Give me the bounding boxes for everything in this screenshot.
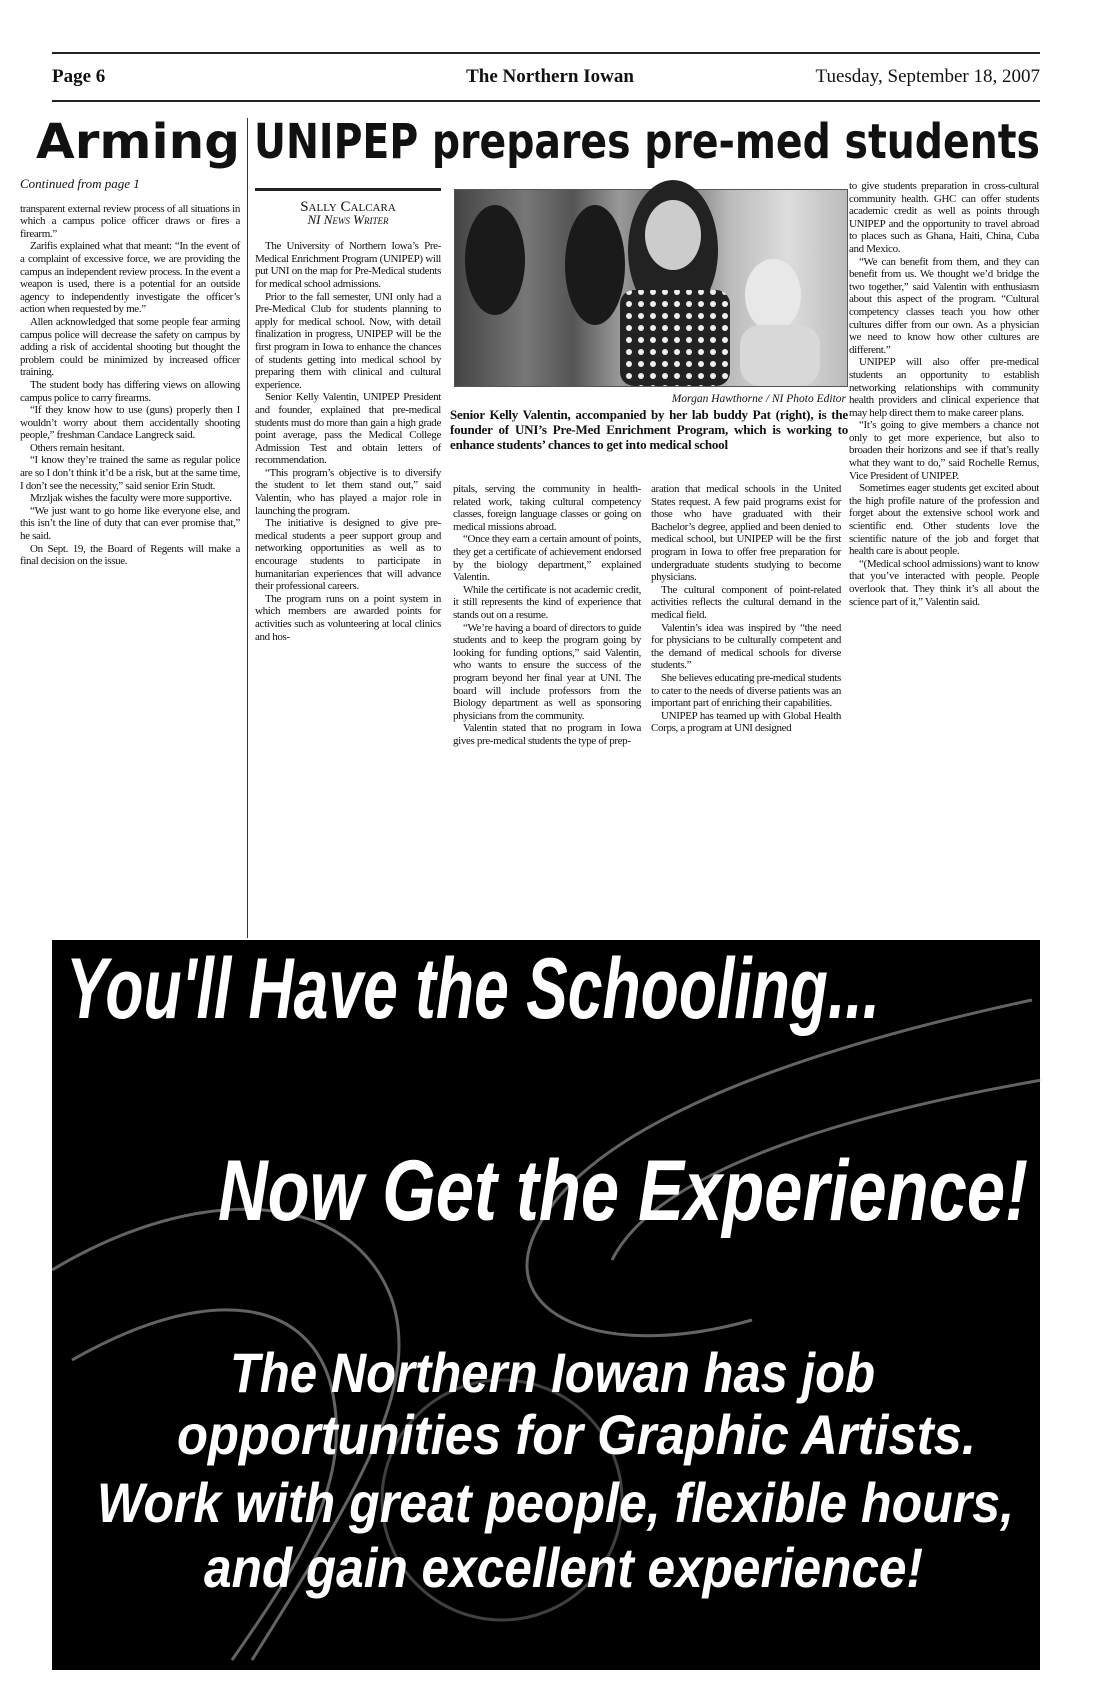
paragraph: “We can benefit from them, and they can benefit from us. We thought we’d bridge the two together,” said Valentin with enthusiasm about this aspect of the program. “Cultural competency classes teach you how other cultures differ from our own. As a physician we need to know how other cultures are different.”	[849, 255, 1039, 356]
paragraph: The student body has differing views on allowing campus police to carry firearms.	[20, 378, 240, 404]
paragraph: The cultural component of point-related activities reflects the cultural demand in the medical field.	[651, 583, 841, 621]
paragraph: Mrzljak wishes the faculty were more supportive.	[30, 492, 232, 505]
issue-date: Tuesday, September 18, 2007	[815, 66, 1040, 87]
paragraph: While the certificate is not academic credit, it still represents the kind of experience that stands out on a resume.	[453, 583, 641, 621]
paragraph: Zarifis explained what that meant: “In the event of a complaint of excessive force, we are providing the campus an independent review process. In the event a weapon is used, there is a potential for an outside agency to independently investigate the officer’s action when requested by me.”	[20, 240, 240, 316]
ad-line-gain: and gain excellent experience!	[204, 1536, 923, 1599]
paragraph: “(Medical school admissions) want to know that you’ve interacted with people. People overlook that. They think it’s all about the science part of it,” Valentin said.	[849, 557, 1039, 608]
left-story-column	[20, 178, 240, 568]
ad-artwork	[52, 940, 1040, 1670]
paragraph: “We just want to go home like everyone else, and this isn’t the line of duty that can ever promise that,” he said.	[20, 504, 240, 543]
ad-line-experience: Now Get the Experience!	[218, 1143, 1028, 1239]
newspaper-name: The Northern Iowan	[466, 66, 634, 87]
paragraph: The University of Northern Iowa’s Pre-Medical Enrichment Program (UNIPEP) will put UNI on the map for Pre-Medical students for medical school admissions.	[255, 240, 441, 290]
header-bottom-rule	[52, 100, 1040, 102]
paragraph: “We’re having a board of directors to guide students and to keep the program going by looking for funding options,” said Valentin, who wants to ensure the success of the program beyond her final year at UNI. The board will include professors from the Biology department as well as sponsoring physicians from the community.	[453, 621, 641, 722]
main-story-headline: UNIPEP prepares pre-med students	[254, 114, 1040, 170]
ad-line-people: Work with great people, flexible hours,	[97, 1471, 1014, 1534]
byline-rule	[255, 188, 441, 191]
left-story-headline: Arming	[36, 114, 240, 170]
ad-line-opportunities: opportunities for Graphic Artists.	[177, 1403, 976, 1466]
paragraph: Prior to the fall semester, UNI only had a Pre-Medical Club for students planning to apply for medical school. Now, with detail finalization in progress, UNIPEP will be the first program in Iowa to enhance the chances of students getting into medical school by preparing them with clinical and cultural experience.	[255, 290, 441, 391]
byline-name: Sally Calcara	[300, 199, 396, 215]
main-story-headline-box	[254, 106, 1042, 170]
story-photo	[454, 189, 848, 387]
main-column-2	[255, 188, 441, 643]
photo-illustration	[455, 190, 847, 386]
paragraph: “I know they’re trained the same as regular police are so I don’t think it’d be a risk, but at the same time, I don’t see the necessity,” said senior Erin Studt.	[20, 454, 240, 492]
paragraph: transparent external review process of all situations in which a campus police officer draws or fires a firearm.”	[20, 202, 240, 240]
paragraph: pitals, serving the community in health-related work, taking cultural competency classes, foreign language classes or going on medical missions abroad.	[453, 483, 641, 533]
paragraph: She believes educating pre-medical students to cater to the needs of diverse patients was an important part of enriching their capabilities.	[651, 671, 841, 710]
left-story-headline-box	[36, 106, 242, 170]
paragraph: Valentin’s idea was inspired by “the need for physicians to be culturally competent and the demand of medical schools for diverse students.”	[651, 621, 841, 672]
main-column-4	[651, 483, 841, 735]
column-divider	[247, 118, 248, 938]
paragraph: “If they know how to use (guns) properly then I wouldn’t worry about them accidentally shooting people,” freshman Candace Langreck said.	[20, 404, 240, 442]
paragraph: Senior Kelly Valentin, UNIPEP President and founder, explained that pre-medical students must do more than gain a high grade point average, pass the Medical College Admission Test and obtain letters of recommendation.	[255, 391, 441, 467]
photo-caption: Senior Kelly Valentin, accompanied by her lab buddy Pat (right), is the founder of UNI’s Pre-Med Enrichment Program, which is working to enhance students’ chances to get into medical school	[450, 407, 848, 452]
paragraph: Allen acknowledged that some people fear arming campus police will decrease the safety on campus by adding a risk of accidental shooting but thought the problem could be minimized by increased officer training.	[20, 315, 240, 379]
paragraph: Sometimes eager students get excited about the high profile nature of the profession and forget about the extensive school work and scientific end. Other students love the scientific nature of the job and forget that health care is about people.	[849, 482, 1039, 558]
paragraph: “It’s going to give members a chance not only to get more experience, but also to broaden their horizons and see if that’s really what they want to do,” said Rochelle Remus, Vice President of UNIPEP.	[849, 419, 1039, 482]
top-rule	[52, 52, 1040, 54]
paragraph: The initiative is designed to give pre-medical students a peer support group and networking opportunities as well as to encourage students to participate in humanitarian experiences that will advance their professional careers.	[255, 517, 441, 593]
ad-line-job: The Northern Iowan has job	[230, 1341, 875, 1404]
paragraph: aration that medical schools in the United States request. A few paid programs exist for those who have graduated with their Bachelor’s degree, applied and been denied to medical school, but UNIPEP will be the first program in Iowa to offer free preparation for undergraduate students studying to become physicians.	[651, 483, 841, 584]
main-column-5	[849, 180, 1039, 608]
paragraph: Others remain hesitant.	[30, 441, 125, 454]
paragraph: “This program’s objective is to diversify the student to let them stand out,” said Valentin, who has played a major role in launching the program.	[255, 466, 441, 517]
paragraph: The program runs on a point system in which members are awarded points for activities such as volunteering at local clinics and hos-	[255, 592, 441, 643]
paragraph: UNIPEP has teamed up with Global Health Corps, a program at UNI designed	[651, 709, 841, 735]
continued-note: Continued from page 1	[20, 176, 140, 191]
page-number: Page 6	[52, 66, 106, 87]
paragraph: On Sept. 19, the Board of Regents will make a final decision on the issue.	[20, 542, 240, 568]
paragraph: UNIPEP will also offer pre-medical students an opportunity to establish networking relationships with community health providers and clinical experience that may help direct them to make career plans.	[849, 356, 1039, 419]
photo-credit: Morgan Hawthorne / NI Photo Editor	[671, 393, 846, 405]
paragraph: Valentin stated that no program in Iowa gives pre-medical students the type of prep-	[453, 722, 641, 747]
main-column-3	[453, 483, 641, 747]
recruitment-ad	[52, 940, 1040, 1670]
byline-title: NI News Writer	[307, 211, 389, 227]
ad-line-schooling: You'll Have the Schooling...	[66, 941, 880, 1037]
paragraph: “Once they earn a certain amount of points, they get a certificate of achievement endorsed by the biology department,” explained Valentin.	[453, 533, 641, 584]
paragraph: to give students preparation in cross-cultural community health. GHC can offer students academic credit as well as points through UNIPEP and the opportunity to travel abroad to places such as Ghana, Haiti, China, Cuba and Mexico.	[849, 180, 1039, 255]
